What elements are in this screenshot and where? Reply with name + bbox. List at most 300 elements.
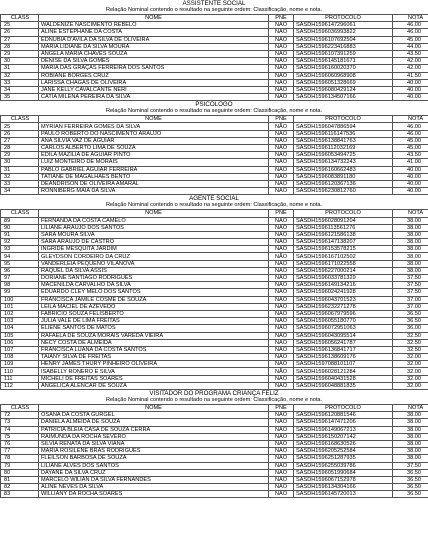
cell-class: 29 [1, 152, 39, 159]
table-row [1, 260, 428, 267]
table-row [1, 43, 428, 50]
column-header-nota: NOTA [393, 116, 428, 123]
cell-nome: EDILA MAZILIA DE AGUIAR PINTO [39, 152, 269, 159]
cell-nome: PAULO ROBERTO DO NASCIMENTO ARAUJO [39, 130, 269, 137]
cell-pne: NÃO [269, 36, 294, 43]
column-header-protocolo: PROTOCOLO [294, 15, 393, 22]
table-row [1, 267, 428, 274]
table-row [1, 50, 428, 57]
cell-protocolo: SASDH1596024241928 [294, 289, 393, 296]
table-row [1, 246, 428, 253]
cell-nome: RAQUEL DA SILVA ASSIS [39, 267, 269, 274]
table-header-row [1, 15, 428, 22]
table-row [1, 123, 428, 130]
cell-pne: NÃO [269, 58, 294, 65]
cell-nota: 37.00 [393, 296, 428, 303]
cell-nota: 38.00 [393, 455, 428, 462]
cell-nota: 41.00 [393, 159, 428, 166]
cell-nota: 40.00 [393, 166, 428, 173]
table-row [1, 318, 428, 325]
cell-class: 73 [1, 419, 39, 426]
cell-class: 102 [1, 310, 39, 317]
cell-pne: NÃO [269, 484, 294, 491]
cell-nota: 36.50 [393, 469, 428, 476]
cell-protocolo: SASDH1596120367136 [294, 180, 393, 187]
cell-pne: NÃO [269, 224, 294, 231]
cell-nome: MICHELI DE FREITAS SOARES [39, 375, 269, 382]
cell-class: 95 [1, 260, 39, 267]
cell-pne: NÃO [269, 412, 294, 419]
cell-nome: ROBIANE BORGES CRUZ [39, 72, 269, 79]
column-header-nota: NOTA [393, 210, 428, 217]
cell-class: 30 [1, 159, 39, 166]
column-header-nome: NOME [39, 116, 269, 123]
cell-pne: NÃO [269, 476, 294, 483]
cell-nota: 38.00 [393, 231, 428, 238]
cell-nota: 45.00 [393, 145, 428, 152]
table-row [1, 368, 428, 375]
table-row [1, 224, 428, 231]
table-row [1, 303, 428, 310]
cell-protocolo: SASDH1596171022558 [294, 260, 393, 267]
cell-protocolo: SASDH1596147471206 [294, 419, 393, 426]
table-row [1, 426, 428, 433]
cell-protocolo: SASDH1596160020370 [294, 65, 393, 72]
table-row [1, 361, 428, 368]
column-header-protocolo: PROTOCOLO [294, 116, 393, 123]
cell-protocolo: SASDH1596048881835 [294, 382, 393, 389]
cell-pne: NÃO [269, 368, 294, 375]
cell-protocolo: SASDH1596053494725 [294, 152, 393, 159]
column-header-nome: NOME [39, 15, 269, 22]
cell-nota: 38.00 [393, 224, 428, 231]
column-header-protocolo: PROTOCOLO [294, 405, 393, 412]
table-row [1, 440, 428, 447]
cell-protocolo: SASDH1596134304166 [294, 484, 393, 491]
cell-class: 77 [1, 448, 39, 455]
cell-protocolo: SASDH1596147138207 [294, 239, 393, 246]
cell-class: 28 [1, 145, 39, 152]
table-header-row [1, 116, 428, 123]
cell-pne: NÃO [269, 159, 294, 166]
cell-pne: NÃO [269, 43, 294, 50]
column-header-pne: PNE [269, 116, 294, 123]
cell-nota: 38.00 [393, 246, 428, 253]
cell-class: 25 [1, 22, 39, 29]
cell-protocolo: SASDH1596080429124 [294, 86, 393, 93]
cell-nome: ANGELICA ALENCAR DE SOUZA [39, 382, 269, 389]
section-title: VISITADOR DO PROGRAMA CRIANÇA FELIZ [149, 390, 279, 397]
cell-nota: 40.00 [393, 180, 428, 187]
cell-protocolo: SASDH1596136841717 [294, 346, 393, 353]
column-header-class: CLASS [1, 116, 39, 123]
table-row [1, 65, 428, 72]
table-row [1, 325, 428, 332]
table-row [1, 448, 428, 455]
cell-protocolo: SASDH1596028091204 [294, 217, 393, 224]
cell-pne: NÃO [269, 72, 294, 79]
cell-class: 30 [1, 58, 39, 65]
cell-nome: DANIELA ALMEIDA DE SOUZA [39, 419, 269, 426]
cell-class: 83 [1, 491, 39, 498]
cell-pne: NÃO [269, 448, 294, 455]
cell-pne: NÃO [269, 239, 294, 246]
cell-protocolo: SASDH1596147296061 [294, 22, 393, 29]
cell-class: 25 [1, 123, 39, 130]
cell-nome: PATRICIA BLEIA CASA DE SOUZA CERRA [39, 426, 269, 433]
cell-class: 75 [1, 433, 39, 440]
cell-protocolo: SASDH1596060968908 [294, 72, 393, 79]
cell-protocolo: SASDH1596107391259 [294, 50, 393, 57]
cell-protocolo: SASDH1596232271278 [294, 303, 393, 310]
table-row [1, 159, 428, 166]
section-subtitle: Relação Nominal contendo o resultado na seguinte ordem: Classificação, nome e nota. [105, 202, 323, 209]
cell-pne: NÃO [269, 145, 294, 152]
cell-nome: DORIANE SANTIAGO RODRIGUES [39, 275, 269, 282]
cell-protocolo: SASDH1596120881546 [294, 412, 393, 419]
cell-protocolo: SASDH1596083891180 [294, 173, 393, 180]
cell-pne: NÃO [269, 419, 294, 426]
cell-protocolo: SASDH1596153578215 [294, 246, 393, 253]
cell-nota: 32.00 [393, 375, 428, 382]
table-row [1, 382, 428, 389]
cell-class: 104 [1, 325, 39, 332]
section-title: AGENTE SOCIAL [189, 195, 239, 203]
cell-nota: 32.50 [393, 332, 428, 339]
cell-nota: 46.00 [393, 22, 428, 29]
cell-nome: ÂNGELA MARIA CHAVES SOUZA [39, 50, 269, 57]
cell-nota: 32.50 [393, 346, 428, 353]
table-row [1, 217, 428, 224]
cell-nota: 42.00 [393, 65, 428, 72]
cell-protocolo: SASDH1596040431528 [294, 375, 393, 382]
table-row [1, 253, 428, 260]
cell-class: 99 [1, 289, 39, 296]
cell-pne: NÃO [269, 455, 294, 462]
cell-nota: 38.00 [393, 448, 428, 455]
cell-pne: NÃO [269, 303, 294, 310]
cell-class: 105 [1, 332, 39, 339]
cell-protocolo: SASDH1596067979596 [294, 310, 393, 317]
cell-nota: 40.00 [393, 86, 428, 93]
cell-class: 28 [1, 43, 39, 50]
cell-nome: GLEYDSON CORDEIRO DA CRUZ [39, 253, 269, 260]
section [0, 0, 428, 101]
cell-protocolo: SASDH1596149134216 [294, 282, 393, 289]
cell-pne: NÃO [269, 94, 294, 101]
cell-nome: WILLIANY DA ROCHA SOARES [39, 491, 269, 498]
cell-class: 97 [1, 275, 39, 282]
cell-pne: NÃO [269, 166, 294, 173]
cell-nota: 32.00 [393, 361, 428, 368]
cell-nota: 38.00 [393, 412, 428, 419]
cell-class: 79 [1, 462, 39, 469]
table-row [1, 239, 428, 246]
section [0, 101, 428, 195]
cell-nota: 32.50 [393, 339, 428, 346]
cell-protocolo: SASDH1596138841763 [294, 137, 393, 144]
cell-class: 82 [1, 484, 39, 491]
table-row [1, 275, 428, 282]
cell-nome: LARISSA CHAGAS DE OLIVEIRA [39, 79, 269, 86]
column-header-protocolo: PROTOCOLO [294, 210, 393, 217]
cell-pne: NÃO [269, 260, 294, 267]
cell-protocolo: SASDH1596255039786 [294, 462, 393, 469]
table-row [1, 79, 428, 86]
cell-pne: NÃO [269, 426, 294, 433]
table-header-row [1, 210, 428, 217]
cell-nome: SILVIA RENATA DA SILVA VIANA [39, 440, 269, 447]
cell-nome: EDNUBIA D'AVILA DA SILVA DE OLIVEIRA [39, 36, 269, 43]
cell-nome: FABRICIO SOUZA FELISBERTO [39, 310, 269, 317]
section [0, 195, 428, 390]
cell-nome: MARIA LIDIANE DA SILVA MOURA [39, 43, 269, 50]
cell-class: 108 [1, 354, 39, 361]
cell-nota: 44.00 [393, 43, 428, 50]
column-header-nome: NOME [39, 405, 269, 412]
cell-pne: NÃO [269, 491, 294, 498]
column-header-class: CLASS [1, 405, 39, 412]
table-row [1, 310, 428, 317]
column-header-class: CLASS [1, 210, 39, 217]
cell-nome: DENISE DA SILVA GOMES [39, 58, 269, 65]
cell-pne: NÃO [269, 332, 294, 339]
table-row [1, 36, 428, 43]
cell-nome: EDUARDO CLEY MELO DOS SANTOS [39, 289, 269, 296]
cell-pne: NÃO [269, 440, 294, 447]
cell-protocolo: SASDH1596145181671 [294, 58, 393, 65]
cell-protocolo: SASDH1596051990684 [294, 469, 393, 476]
cell-protocolo: SASDH1596028121284 [294, 368, 393, 375]
table-row [1, 231, 428, 238]
cell-nome: SARA MOURA SILVA [39, 231, 269, 238]
cell-nota: 38.00 [393, 419, 428, 426]
cell-class: 96 [1, 267, 39, 274]
cell-nome: TAIANY SILVA DE FREITAS [39, 354, 269, 361]
table-row [1, 462, 428, 469]
cell-nota: 36.50 [393, 318, 428, 325]
cell-nome: SARA ARAUJO DE CASTRO [39, 239, 269, 246]
cell-nome: RAIMUNDA DA ROCHA SEVERO [39, 433, 269, 440]
cell-nota: 36.00 [393, 325, 428, 332]
section [0, 390, 428, 498]
cell-protocolo: SASDH1596112032169 [294, 145, 393, 152]
cell-pne: NÃO [269, 282, 294, 289]
cell-nome: ELIENE SANTOS DE MATOS [39, 325, 269, 332]
cell-nome: RONNIBERG MAIA DA SILVA [39, 188, 269, 195]
cell-class: 35 [1, 94, 39, 101]
results-table [0, 404, 428, 498]
cell-nota: 46.00 [393, 123, 428, 130]
table-row [1, 86, 428, 93]
cell-pne: NÃO [269, 22, 294, 29]
cell-nome: FLEILSON BARBOSA DE SOUZA [39, 455, 269, 462]
cell-pne: NÃO [269, 289, 294, 296]
cell-class: 109 [1, 361, 39, 368]
cell-nome: VANDERLEIA PEQUENO VILANOVA [39, 260, 269, 267]
cell-protocolo: SASDH1596056241787 [294, 339, 393, 346]
cell-pne: NÃO [269, 246, 294, 253]
cell-nome: DEANDRISON DE OLIVEIRA AMARAL [39, 180, 269, 187]
table-row [1, 180, 428, 187]
cell-nota: 41.50 [393, 72, 428, 79]
cell-class: 32 [1, 173, 39, 180]
cell-protocolo: SASDH1596043701523 [294, 296, 393, 303]
section-title: ASSISTENTE SOCIAL [182, 0, 246, 7]
cell-class: 72 [1, 412, 39, 419]
cell-pne: NÃO [269, 123, 294, 130]
cell-nome: TATIANE DE MAGALHAES BENTO [39, 173, 269, 180]
cell-pne: NÃO [269, 310, 294, 317]
cell-nome: MARCELO WILIAN DA SILVA FERNANDES [39, 476, 269, 483]
table-row [1, 339, 428, 346]
table-row [1, 188, 428, 195]
cell-protocolo: SASDH1596168630526 [294, 440, 393, 447]
cell-nome: ALINE ESTEPHANE DA COSTA [39, 29, 269, 36]
cell-pne: NÃO [269, 361, 294, 368]
cell-pne: NÃO [269, 217, 294, 224]
cell-nota: 36.50 [393, 476, 428, 483]
cell-nota: 46.00 [393, 29, 428, 36]
cell-class: 29 [1, 50, 39, 57]
cell-nome: CATIA MILENA PEREIRA DA SILVA [39, 94, 269, 101]
cell-pne: NÃO [269, 65, 294, 72]
column-header-pne: PNE [269, 405, 294, 412]
column-header-class: CLASS [1, 15, 39, 22]
cell-nota: 40.00 [393, 173, 428, 180]
cell-nota: 37.50 [393, 282, 428, 289]
cell-class: 74 [1, 426, 39, 433]
cell-protocolo: SASDH1596033781329 [294, 275, 393, 282]
cell-class: 26 [1, 29, 39, 36]
cell-pne: NÃO [269, 50, 294, 57]
cell-class: 112 [1, 382, 39, 389]
cell-class: 101 [1, 303, 39, 310]
cell-nome: MACENILDA CARVALHO DA SILVA [39, 282, 269, 289]
cell-protocolo: SASDH1596055180770 [294, 318, 393, 325]
cell-class: 94 [1, 253, 39, 260]
cell-nome: WALDENIZE NASCIMENTO REBELO [39, 22, 269, 29]
column-header-nota: NOTA [393, 15, 428, 22]
cell-pne: NÃO [269, 188, 294, 195]
cell-pne: NÃO [269, 318, 294, 325]
cell-nota: 37.00 [393, 303, 428, 310]
cell-pne: NÃO [269, 339, 294, 346]
cell-protocolo: SASDH1596116147536 [294, 130, 393, 137]
table-row [1, 58, 428, 65]
cell-class: 32 [1, 72, 39, 79]
cell-class: 100 [1, 296, 39, 303]
cell-nome: MARIA ROSILENE BRAS RODRIGUES [39, 448, 269, 455]
cell-pne: NÃO [269, 433, 294, 440]
cell-nota: 38.00 [393, 217, 428, 224]
cell-class: 103 [1, 318, 39, 325]
cell-pne: NÃO [269, 231, 294, 238]
cell-protocolo: SASDH1596134732243 [294, 159, 393, 166]
cell-nome: FRANCISCA LUANA DA COSTA SANTOS [39, 346, 269, 353]
cell-protocolo: SASDH1596107692504 [294, 36, 393, 43]
cell-class: 93 [1, 246, 39, 253]
cell-nome: JULIA VALE DE LIMA FREITAS [39, 318, 269, 325]
cell-pne: NÃO [269, 382, 294, 389]
cell-nome: INGRIDE MESQUITA JARDIM [39, 246, 269, 253]
column-header-pne: PNE [269, 210, 294, 217]
cell-nota: 38.00 [393, 253, 428, 260]
cell-class: 90 [1, 224, 39, 231]
cell-nome: MYRIAN FERREIRA GOMES DA SILVA [39, 123, 269, 130]
cell-protocolo: SASDH1596067152978 [294, 476, 393, 483]
cell-nome: DAYANE DA SILVA CRUZ [39, 469, 269, 476]
section-subtitle: Relação Nominal contendo o resultado na seguinte ordem: Classificação, nome e nota. [105, 7, 323, 13]
table-row [1, 130, 428, 137]
cell-nota: 45.00 [393, 137, 428, 144]
cell-class: 26 [1, 130, 39, 137]
cell-pne: NÃO [269, 79, 294, 86]
cell-class: 33 [1, 79, 39, 86]
cell-nota: 45.00 [393, 36, 428, 43]
table-row [1, 29, 428, 36]
cell-pne: NÃO [269, 469, 294, 476]
table-row [1, 282, 428, 289]
cell-pne: NÃO [269, 346, 294, 353]
table-row [1, 433, 428, 440]
cell-nome: JANE KELLY CAVALCANTE NERI [39, 86, 269, 93]
cell-pne: NÃO [269, 173, 294, 180]
cell-pne: NÃO [269, 152, 294, 159]
cell-class: 91 [1, 231, 39, 238]
cell-pne: NÃO [269, 267, 294, 274]
cell-nota: 40.00 [393, 79, 428, 86]
section-subtitle: Relação Nominal contendo o resultado na seguinte ordem: Classificação, nome e nota. [105, 108, 323, 115]
table-header-row [1, 405, 428, 412]
cell-protocolo: SASDH1596160662483 [294, 166, 393, 173]
table-row [1, 152, 428, 159]
cell-nome: PABLO GABRIEL AGUIAR FERREIRA [39, 166, 269, 173]
cell-nota: 38.00 [393, 433, 428, 440]
table-row [1, 94, 428, 101]
cell-nome: CARLOS ALBERTO LIMA DE SOUZA [39, 145, 269, 152]
cell-nota: 38.00 [393, 440, 428, 447]
results-table [0, 209, 428, 390]
cell-nota: 32.00 [393, 382, 428, 389]
cell-nome: FERNANDA DA COSTA CAMELO [39, 217, 269, 224]
cell-nota: 43.50 [393, 50, 428, 57]
table-row [1, 491, 428, 498]
cell-class: 27 [1, 137, 39, 144]
cell-protocolo: SASDH1596223416883 [294, 43, 393, 50]
cell-protocolo: SASDH1596227000214 [294, 267, 393, 274]
results-table [0, 115, 428, 195]
cell-class: 111 [1, 375, 39, 382]
cell-nota: 38.00 [393, 426, 428, 433]
cell-protocolo: SASDH1596138609176 [294, 354, 393, 361]
cell-pne: NÃO [269, 462, 294, 469]
cell-class: 34 [1, 86, 39, 93]
cell-nota: 36.50 [393, 310, 428, 317]
cell-pne: NÃO [269, 296, 294, 303]
cell-class: 107 [1, 346, 39, 353]
table-row [1, 173, 428, 180]
cell-nome: NECY COSTA DE ALMEIDA [39, 339, 269, 346]
table-row [1, 22, 428, 29]
column-header-nota: NOTA [393, 405, 428, 412]
cell-nome: FRANCISCA JAMILE COSME DE SOUZA [39, 296, 269, 303]
cell-protocolo: SASDH1596051328669 [294, 79, 393, 86]
table-row [1, 166, 428, 173]
cell-nome: OSANA DA COSTA GURGEL [39, 412, 269, 419]
cell-protocolo: SASDH1596121586138 [294, 231, 393, 238]
table-row [1, 332, 428, 339]
